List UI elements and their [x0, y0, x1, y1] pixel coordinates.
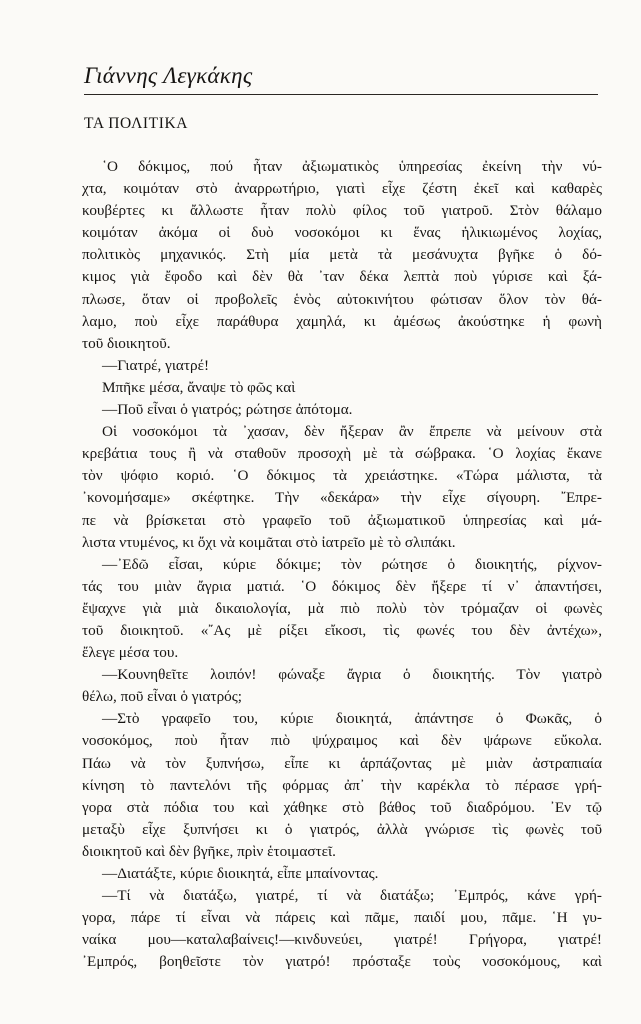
text-line: πολιτικὸς μηχανικός. Στὴ μία μετὰ τὰ μεσάνυχτα βγῆκε ὁ δό- — [82, 246, 602, 264]
text-line: κιμος γιὰ ἔφοδο καὶ δὲν θὰ ᾿ταν δέκα λεπτὰ ποὺ γύρισε καὶ ξά- — [82, 268, 602, 286]
text-line: ᾿κονομήσαμε» σκέφτηκε. Τὴν «δεκάρα» τὴν εἶχε σίγουρη. ῎Επρε- — [82, 489, 602, 507]
text-line: γορα στὰ πόδια του καὶ χάθηκε στὸ βάθος τοῦ διαδρόμου. ᾿Εν τῷ — [82, 798, 602, 816]
text-line: —Τί νὰ διατάξω, γιατρέ, τί νὰ διατάξω; ᾿Εμπρός, κάνε γρή- — [102, 887, 602, 905]
text-line: Μπῆκε μέσα, ἄναψε τὸ φῶς καὶ — [102, 378, 296, 396]
text-line: διοικητοῦ καὶ δὲν βγῆκε, πρὶν ἑτοιμαστεῖ. — [82, 842, 336, 860]
running-header — [84, 62, 598, 95]
text-line: Πάω νὰ τὸν ξυπνήσω, εἶπε κι ἁρπάζοντας μὲ μιὰν ἀστραπιαία — [82, 754, 602, 772]
section-title: ΤΑ ΠΟΛΙΤΙΚΑ — [84, 115, 189, 132]
text-line: κοιμόταν ἀκόμα οἱ δυὸ νοσοκόμοι κι ἕνας ἡλικιωμένος λοχίας, — [82, 224, 602, 242]
text-line: κίνηση τὸ παντελόνι τῆς φόρμας ἀπ᾿ τὴν καρέκλα τὸ πέρασε γρή- — [82, 776, 602, 794]
text-line: ναίκα μου—καταλαβαίνεις!—κινδυνεύει, γιατρέ! Γρήγορα, γιατρέ! — [82, 931, 602, 949]
text-line: κουβέρτες κι ἄλλωστε ἦταν πολὺ φίλος τοῦ γιατροῦ. Στὸν θάλαμο — [82, 202, 602, 220]
text-line: —Κουνηθεῖτε λοιπόν! φώναξε ἄγρια ὁ διοικητής. Τὸν γιατρὸ — [102, 666, 602, 684]
text-line: —᾿Εδῶ εἶσαι, κύριε δόκιμε; τὸν ρώτησε ὁ διοικητής, ρίχνον- — [102, 555, 602, 573]
text-line: τοῦ διοικητοῦ. — [82, 334, 171, 352]
text-line: —Γιατρέ, γιατρέ! — [102, 356, 210, 374]
text-line: ἔψαχνε γιὰ μιὰ δικαιολογία, μὰ πιὸ πολὺ τὸν τρόμαζαν οἱ φωνὲς — [82, 599, 602, 617]
text-line: Οἱ νοσοκόμοι τὰ ᾿χασαν, δὲν ἤξεραν ἂν ἔπρεπε νὰ μείνουν στὰ — [102, 423, 602, 441]
text-line: μεταξὺ εἶχε ξυπνήσει κι ὁ γιατρός, ἀλλὰ γνώρισε τὶς φωνὲς τοῦ — [82, 820, 602, 838]
text-line: πε νὰ βρίσκεται στὸ γραφεῖο τοῦ ἀξιωματικοῦ ὑπηρεσίας καὶ μά- — [82, 511, 602, 529]
text-line: τάς του μιὰν ἄγρια ματιά. ῾Ο δόκιμος δὲν ἤξερε τί ν᾿ ἀπαντήσει, — [82, 577, 602, 595]
text-line: ἔλεγε μέσα του. — [82, 644, 179, 662]
text-line: ῾Ο δόκιμος, πού ἦταν ἀξιωματικὸς ὑπηρεσίας ἐκείνη τὴν νύ- — [102, 158, 602, 175]
text-line: —Στὸ γραφεῖο του, κύριε διοικητά, ἀπάντησε ὁ Φωκᾶς, ὁ — [102, 710, 602, 728]
text-line: λαμο, ποὺ εἶχε παράθυρα χαμηλά, κι ἀμέσως ἀκούστηκε ἡ φωνὴ — [82, 312, 602, 330]
text-line: πλωσε, ὅταν οἱ προβολεῖς ἑνὸς αὐτοκινήτου φώτισαν ὅλον τὸν θά- — [82, 290, 602, 308]
text-line: τὸν ψόφιο κοριό. ῾Ο δόκιμος τὰ χρειάστηκε. «Τώρα μάλιστα, τὰ — [82, 467, 602, 485]
text-line: τοῦ διοικητοῦ. «῎Ας μὲ ρίξει εἴκοσι, τὶς φωνές του δὲν ἀντέχω», — [82, 621, 602, 639]
text-line: νοσοκόμος, ποὺ ἦταν πιὸ ψύχραιμος καὶ δὲν ψάρωνε εὔκολα. — [82, 732, 602, 750]
text-line: ᾿Εμπρός, βοηθεῖστε τὸν γιατρό! πρόσταξε τοὺς νοσοκόμους, καὶ — [82, 953, 602, 971]
text-line: —Ποῦ εἶναι ὁ γιατρός; ρώτησε ἀπότομα. — [102, 401, 353, 419]
text-line: θέλω, ποῦ εἶναι ὁ γιατρός; — [82, 688, 243, 706]
body-text — [82, 156, 602, 973]
author-name: Γιάννης Λεγκάκης — [84, 63, 253, 88]
text-line: χτα, κοιμόταν στὸ ἀναρρωτήριο, γιατὶ εἶχε ζέστη ἐκεῖ καὶ καθαρὲς — [82, 180, 602, 198]
header-rule — [84, 94, 598, 95]
text-line: λιστα ντυμένος, κι ὄχι νὰ κοιμᾶται στὸ ἰατρεῖο μὲ τὸ σλιπάκι. — [82, 533, 456, 551]
text-line: —Διατάξτε, κύριε διοικητά, εἶπε μπαίνοντας. — [102, 865, 379, 882]
text-line: κρεβάτια τους ἢ νὰ σταθοῦν προσοχὴ μὲ τὰ σώβρακα. ῾Ο λοχίας ἔκανε — [82, 445, 602, 463]
text-line: γορα, πάρε τί εἶναι νὰ πάρεις καὶ πᾶμε, παιδί μου, πᾶμε. ῾Η γυ- — [82, 909, 602, 927]
